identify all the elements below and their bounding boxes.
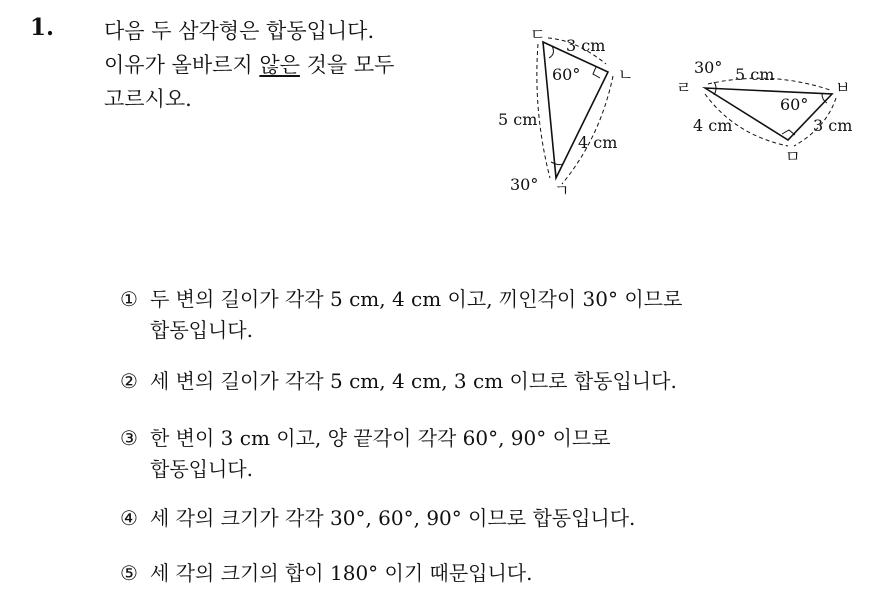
left-angle-30-arc — [551, 162, 562, 165]
left-side-right-dash — [562, 76, 613, 184]
left-triangle-shape — [543, 42, 608, 178]
option-1[interactable] — [120, 284, 682, 346]
vertex-r-label: ㄹ — [676, 78, 692, 97]
right-angle-30-label: 30° — [694, 58, 723, 77]
prompt-line-1: 다음 두 삼각형은 합동입니다. — [104, 19, 375, 43]
option-1-number: ① — [120, 287, 138, 311]
right-side-4cm-label: 4 cm — [693, 116, 733, 135]
vertex-n-label: ㄴ — [618, 65, 634, 84]
option-4-text: 세 각의 크기가 각각 30°, 60°, 90° 이므로 합동입니다. — [150, 506, 636, 530]
option-4-number: ④ — [120, 506, 138, 530]
prompt-line-2-start: 이유가 올바르지 — [104, 53, 260, 77]
option-2-number: ② — [120, 369, 138, 393]
option-3-number: ③ — [120, 426, 138, 450]
right-side-5cm-label: 5 cm — [735, 65, 775, 84]
option-2[interactable] — [120, 366, 677, 397]
option-5-number: ⑤ — [120, 561, 138, 585]
option-4[interactable] — [120, 503, 635, 534]
left-side-left-dash — [537, 44, 550, 178]
right-triangle — [676, 58, 852, 166]
left-side-4cm-label: 4 cm — [578, 133, 618, 152]
vertex-m-label: ㅁ — [785, 147, 801, 166]
option-3[interactable] — [120, 423, 611, 485]
prompt-line-3: 고르시오. — [104, 87, 192, 111]
option-3-continuation: 합동입니다. — [150, 457, 253, 481]
vertex-b-label: ㅂ — [835, 78, 851, 97]
option-1-text: 두 변의 길이가 각각 5 cm, 4 cm 이고, 끼인각이 30° 이므로 — [150, 287, 683, 311]
option-5[interactable] — [120, 558, 532, 589]
underlined-word: 않은 — [259, 53, 300, 77]
left-angle-60-label: 60° — [552, 65, 581, 84]
right-angle-60-arc — [822, 94, 827, 103]
question-number: 1. — [30, 14, 55, 41]
option-5-text: 세 각의 크기의 합이 180° 이기 때문입니다. — [150, 561, 533, 585]
right-angle-60-label: 60° — [780, 95, 809, 114]
left-side-3cm-label: 3 cm — [566, 36, 606, 55]
prompt-line-2-end: 것을 모두 — [299, 53, 395, 77]
right-side-3cm-label: 3 cm — [813, 116, 853, 135]
option-1-continuation: 합동입니다. — [150, 318, 253, 342]
option-3-text: 한 변이 3 cm 이고, 양 끝각이 각각 60°, 90° 이므로 — [150, 426, 611, 450]
option-2-text: 세 변의 길이가 각각 5 cm, 4 cm, 3 cm 이므로 합동입니다. — [150, 369, 677, 393]
left-angle-30-label: 30° — [510, 175, 539, 194]
vertex-g-label: ㄱ — [554, 181, 570, 200]
left-angle-60-arc — [549, 46, 553, 58]
vertex-d-label: ㄷ — [530, 25, 546, 44]
left-side-5cm-label: 5 cm — [498, 110, 538, 129]
left-triangle — [498, 25, 633, 200]
